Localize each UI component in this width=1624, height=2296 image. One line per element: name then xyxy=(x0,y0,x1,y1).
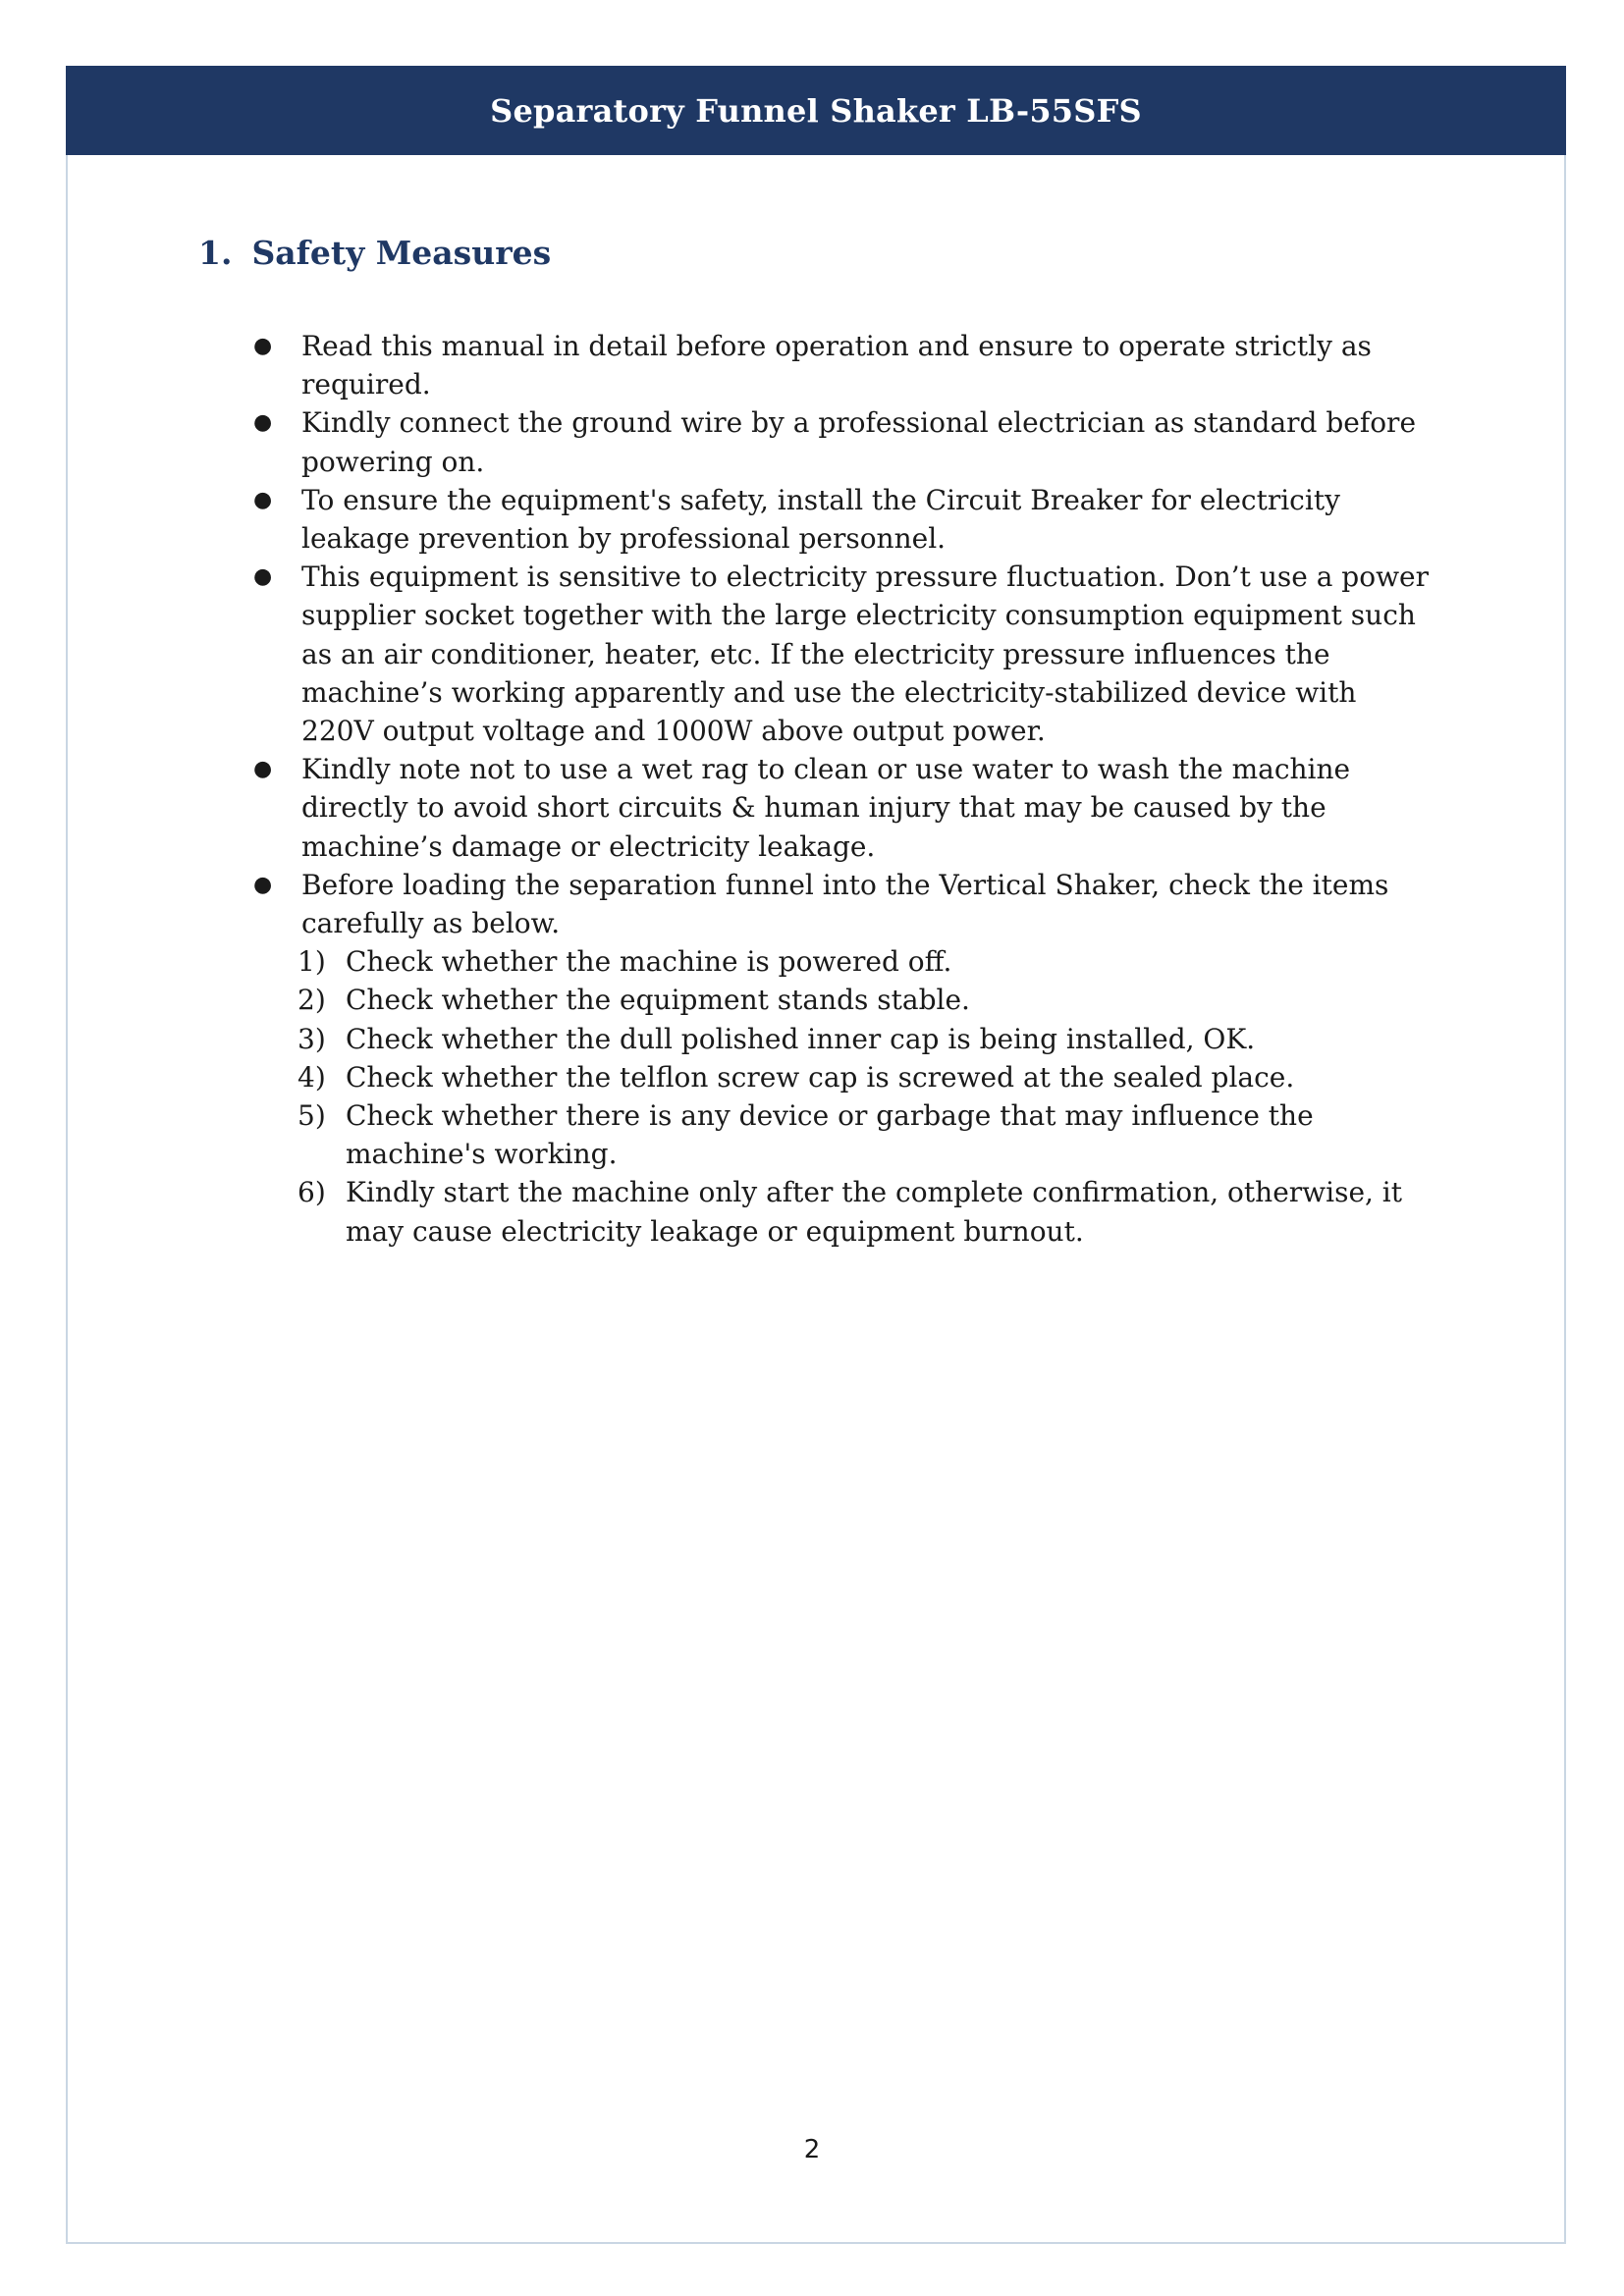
document-title: Separatory Funnel Shaker LB-55SFS xyxy=(490,91,1142,130)
safety-bullet-list xyxy=(245,327,1434,1251)
list-item xyxy=(245,866,1434,1251)
checklist-text: Check whether the dull polished inner cap is being installed, OK. xyxy=(346,1022,1256,1055)
section-number: 1. xyxy=(198,234,233,272)
list-item xyxy=(245,750,1434,866)
checklist-number: 1) xyxy=(298,945,326,979)
checklist-item xyxy=(298,1058,1434,1096)
list-item xyxy=(245,327,1434,403)
checklist-item xyxy=(298,981,1434,1019)
checklist-number: 3) xyxy=(298,1022,326,1055)
checklist-item xyxy=(298,1173,1434,1250)
header-bar xyxy=(66,66,1566,155)
checklist-text: Check whether the telflon screw cap is screwed at the sealed place. xyxy=(346,1060,1295,1094)
list-item-text: This equipment is sensitive to electricity pressure fluctuation. Don’t use a power supplier socket together with the large electricity consumption equipment such as an air conditioner, heater, etc. If the electricity pressure influences the machine’s working apparently and use the electricity-stabilized device with 220V output voltage and 1000W above output power. xyxy=(301,561,1429,748)
list-item-text: To ensure the equipment's safety, install the Circuit Breaker for electricity leakage prevention by professional personnel. xyxy=(301,483,1340,556)
safety-content xyxy=(245,327,1434,1251)
checklist-number: 2) xyxy=(298,984,326,1017)
bullet-icon: ● xyxy=(253,872,273,897)
checklist xyxy=(298,942,1434,1251)
checklist-number: 4) xyxy=(298,1060,326,1094)
list-item-text: Before loading the separation funnel into the Vertical Shaker, check the items carefully as below. xyxy=(301,868,1389,940)
page-number: 2 xyxy=(803,2135,821,2164)
bullet-icon: ● xyxy=(253,334,273,358)
checklist-item xyxy=(298,942,1434,981)
checklist-text: Check whether there is any device or garbage that may influence the machine's working. xyxy=(346,1099,1314,1171)
list-item xyxy=(245,403,1434,480)
section-title: Safety Measures xyxy=(251,234,552,272)
list-item xyxy=(245,558,1434,750)
checklist-text: Check whether the equipment stands stable. xyxy=(346,984,970,1017)
list-item-text: Kindly note not to use a wet rag to clean or use water to wash the machine directly to avoid short circuits & human injury that may be caused by the machine’s damage or electricity leakage. xyxy=(301,753,1351,863)
section-heading xyxy=(198,234,551,272)
bullet-icon: ● xyxy=(253,487,273,512)
checklist-text: Check whether the machine is powered off. xyxy=(346,945,952,979)
bullet-icon: ● xyxy=(253,564,273,590)
checklist-text: Kindly start the machine only after the complete confirmation, otherwise, it may cause electricity leakage or equipment burnout. xyxy=(346,1176,1403,1248)
list-item xyxy=(245,481,1434,558)
checklist-item xyxy=(298,1020,1434,1058)
bullet-icon: ● xyxy=(253,410,273,436)
checklist-item xyxy=(298,1096,1434,1173)
list-item-text: Read this manual in detail before operation and ensure to operate strictly as required. xyxy=(301,330,1372,401)
bullet-icon: ● xyxy=(253,757,273,782)
checklist-number: 5) xyxy=(298,1099,326,1133)
list-item-text: Kindly connect the ground wire by a professional electrician as standard before powering on. xyxy=(301,406,1417,478)
checklist-number: 6) xyxy=(298,1176,326,1209)
